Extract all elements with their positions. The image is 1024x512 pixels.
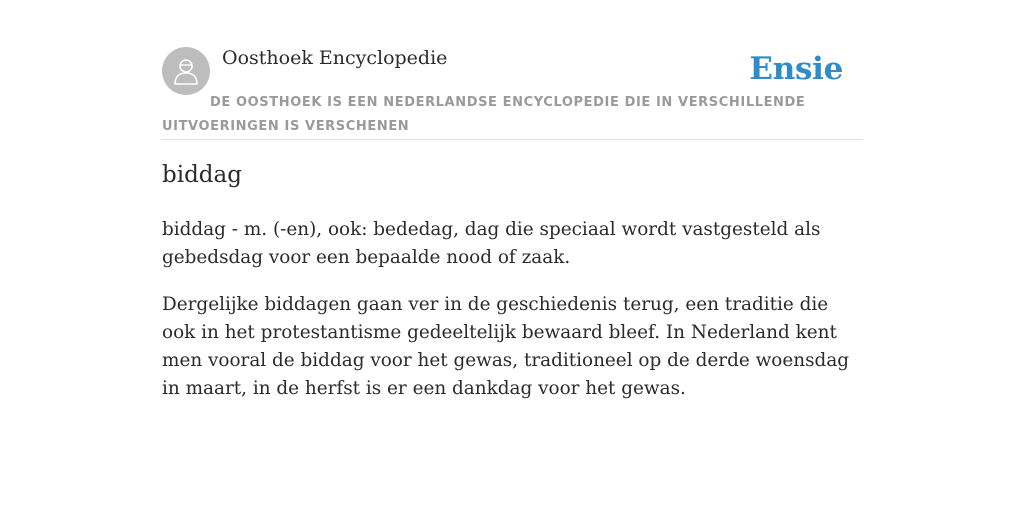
- page-title: biddag: [162, 162, 242, 188]
- header: [162, 47, 862, 140]
- avatar[interactable]: [162, 47, 210, 95]
- user-icon: [171, 56, 201, 86]
- brand-logo-link[interactable]: Ensie: [749, 51, 843, 87]
- article-paragraph: Dergelijke biddagen gaan ver in de geschiedenis terug, een traditie die ook in het protestantisme gedeeltelijk bewaard bleef. In Nederland kent men vooral de biddag voor het gewas, traditioneel op de derde woensdag in maart, in de herfst is er een dankdag voor het gewas.: [162, 294, 850, 399]
- article-paragraph: biddag - m. (-en), ook: bededag, dag die speciaal wordt vastgesteld als gebedsdag voor een bepaalde nood of zaak.: [162, 219, 821, 268]
- site-description: DE OOSTHOEK IS EEN NEDERLANDSE ENCYCLOPEDIE DIE IN VERSCHILLENDE UITVOERINGEN IS VERSCHENEN: [162, 95, 806, 134]
- article-body: [162, 216, 864, 422]
- site-name-link[interactable]: Oosthoek Encyclopedie: [222, 47, 448, 69]
